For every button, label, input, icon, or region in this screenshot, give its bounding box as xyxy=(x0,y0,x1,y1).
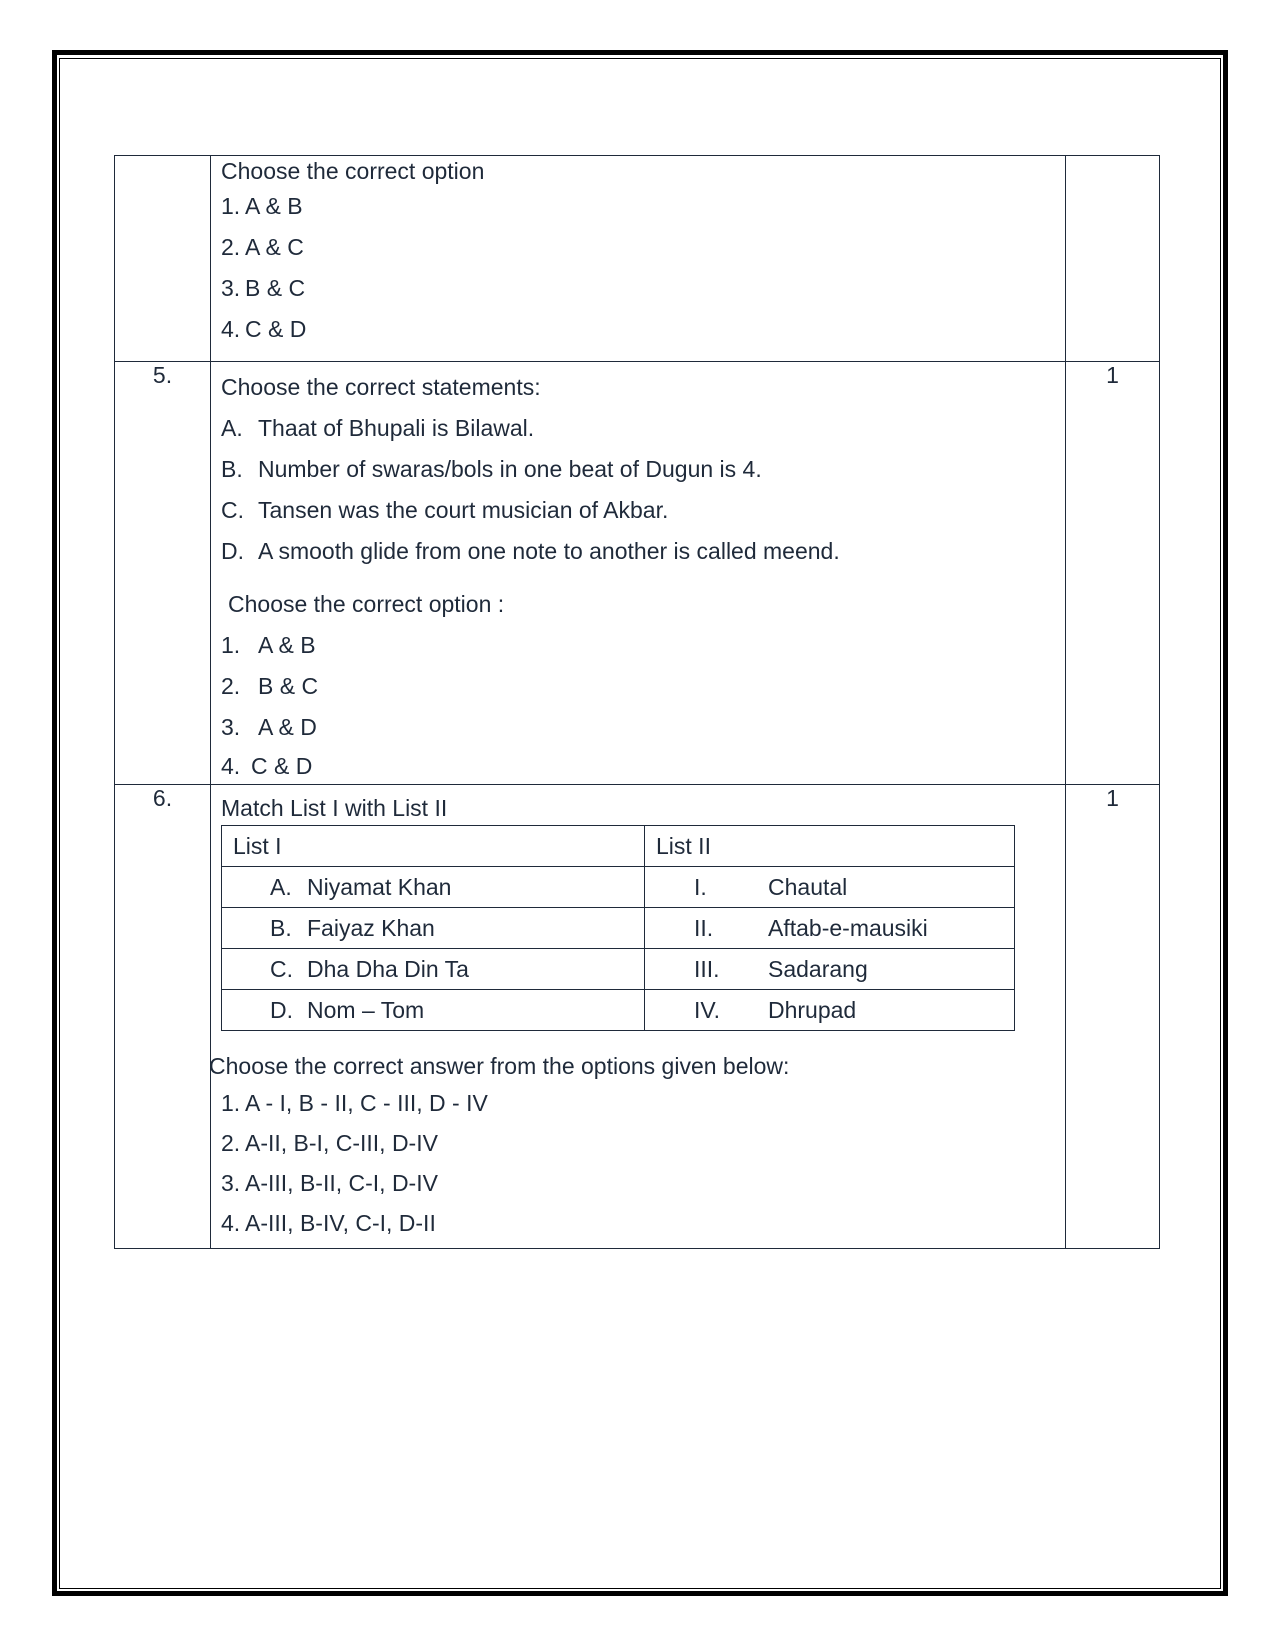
option-item: 2. A & C xyxy=(221,234,304,260)
question-body-cell xyxy=(211,785,1066,1249)
question-body-cell xyxy=(211,362,1066,785)
option-item: 4. C & D xyxy=(221,753,313,779)
question-row-continued xyxy=(115,156,1160,362)
question-number-cell xyxy=(115,785,211,1249)
statement-item: C. Tansen was the court musician of Akbar. xyxy=(221,497,669,523)
statement-item: A. Thaat of Bhupali is Bilawal. xyxy=(221,415,535,441)
match-list-table xyxy=(221,825,1015,1031)
question-number: 6. xyxy=(152,785,173,811)
option-item: 4. C & D xyxy=(221,316,307,342)
option-item: 4. A-III, B-IV, C-I, D-II xyxy=(221,1210,436,1236)
list-1-header: List I xyxy=(222,826,645,867)
option-item: 3. A-III, B-II, C-I, D-IV xyxy=(221,1170,438,1196)
option-item: 1. A & B xyxy=(221,193,303,219)
option-item: 3. A & D xyxy=(221,714,317,740)
question-prompt: Match List I with List II xyxy=(221,795,448,821)
marks-cell xyxy=(1066,785,1160,1249)
marks-cell xyxy=(1066,156,1160,362)
question-table xyxy=(114,155,1160,1249)
match-row: C. Dha Dha Din Ta III. Sadarang xyxy=(222,949,1015,990)
option-item: 1. A - I, B - II, C - III, D - IV xyxy=(221,1090,488,1116)
question-prompt: Choose the correct statements: xyxy=(221,374,541,400)
question-row-5 xyxy=(115,362,1160,785)
match-header-row xyxy=(222,826,1015,867)
answer-prompt: Choose the correct answer from the options given below: xyxy=(209,1053,790,1079)
question-body-cell xyxy=(211,156,1066,362)
list-2-header: List II xyxy=(645,826,1015,867)
question-number-cell xyxy=(115,156,211,362)
statement-item: B. Number of swaras/bols in one beat of Dugun is 4. xyxy=(221,456,762,482)
marks-value: 1 xyxy=(1106,785,1119,811)
option-item: 1. A & B xyxy=(221,632,316,658)
match-row: B. Faiyaz Khan II. Aftab-e-mausiki xyxy=(222,908,1015,949)
option-item: 2. A-II, B-I, C-III, D-IV xyxy=(221,1130,438,1156)
option-item: 2. B & C xyxy=(221,673,319,699)
question-number: 5. xyxy=(152,362,173,388)
statement-item: D. A smooth glide from one note to another is called meend. xyxy=(221,538,840,564)
option-item: 3. B & C xyxy=(221,275,306,301)
question-row-6 xyxy=(115,785,1160,1249)
option-prompt: Choose the correct option xyxy=(221,158,485,184)
match-row: A. Niyamat Khan I. Chautal xyxy=(222,867,1015,908)
option-prompt: Choose the correct option : xyxy=(228,591,505,617)
marks-cell xyxy=(1066,362,1160,785)
match-row: D. Nom – Tom IV. Dhrupad xyxy=(222,990,1015,1031)
marks-value: 1 xyxy=(1106,362,1119,388)
question-number-cell xyxy=(115,362,211,785)
